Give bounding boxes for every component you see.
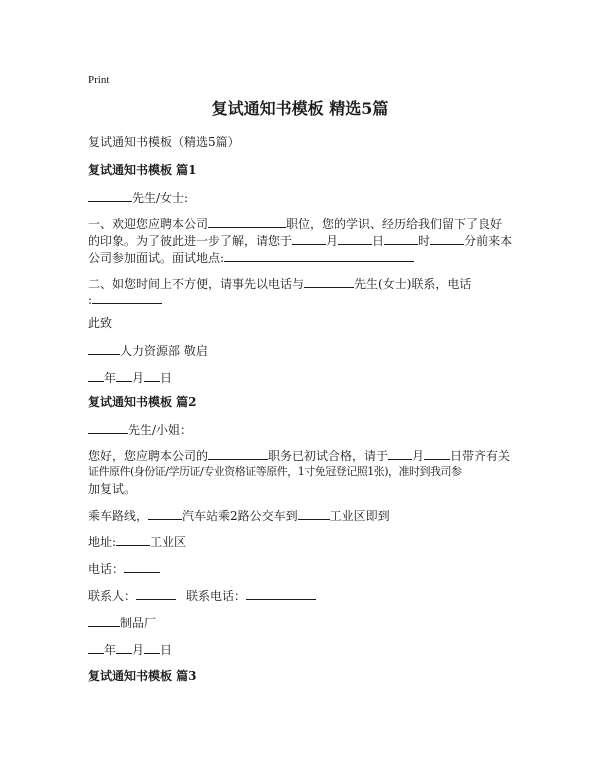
greeting-2	[88, 420, 192, 439]
district-blank	[298, 506, 330, 520]
text-span: 月	[412, 449, 425, 463]
text-span: 乘车路线，	[88, 509, 149, 523]
text-span: 时	[418, 234, 431, 248]
hour-blank	[384, 231, 418, 245]
contact-line	[88, 586, 316, 605]
paragraph-line	[88, 248, 414, 267]
phone-blank	[92, 290, 162, 304]
text-span: 一、欢迎您应聘本公司	[88, 217, 209, 231]
date-line-2	[88, 640, 172, 659]
minute-blank	[430, 231, 464, 245]
name-blank	[88, 420, 128, 434]
day-blank	[338, 231, 372, 245]
text-span: 您好，您应聘本公司的	[88, 449, 209, 463]
section-heading-1: 复试通知书模板 篇1	[88, 163, 197, 177]
text-span: 职位，您的学识、经历给我们留下了良好	[286, 217, 503, 231]
closing: 此致	[88, 316, 113, 330]
section-heading-2: 复试通知书模板 篇2	[88, 395, 197, 409]
year-blank	[88, 368, 104, 382]
paragraph-line: 证件原件(身份证/学历证/专业资格证等原件，1寸免冠登记照1张)，准时到我司参	[88, 465, 462, 478]
month-blank	[116, 368, 132, 382]
text-span: 分前来本	[464, 234, 513, 248]
month-blank	[292, 231, 326, 245]
text-span: 日	[160, 371, 173, 385]
text-span: 地址:	[88, 535, 117, 549]
text-span: 工业区	[150, 535, 187, 549]
position-blank	[208, 214, 286, 228]
year-blank	[88, 640, 104, 654]
section-heading-3: 复试通知书模板 篇3	[88, 669, 197, 683]
text-span: 日	[160, 643, 173, 657]
text-span: :	[88, 293, 93, 307]
text-span: 汽车站乘2路公交车到	[182, 509, 298, 523]
address-line	[88, 532, 186, 551]
month-blank	[116, 640, 132, 654]
text-span: 月	[326, 234, 339, 248]
route-line	[88, 506, 390, 525]
text-span: 工业区即到	[329, 509, 390, 523]
greeting-text: 先生/女士:	[132, 191, 189, 205]
company-line	[88, 613, 156, 632]
day-blank	[144, 368, 160, 382]
day-blank	[424, 446, 450, 460]
paragraph-line	[88, 290, 162, 309]
position-blank	[208, 446, 268, 460]
page-title: 复试通知书模板 精选5篇	[211, 99, 389, 118]
text-span: 电话：	[88, 562, 125, 576]
month-blank	[388, 446, 412, 460]
paragraph-line: 加复试。	[88, 482, 137, 496]
phone-line	[88, 559, 160, 578]
contact-name-blank	[304, 274, 354, 288]
location-blank	[224, 248, 414, 262]
text-span: 公司参加面试。面试地点:	[88, 251, 225, 265]
text-span: 年	[104, 371, 117, 385]
text-span: 联系人：	[88, 589, 137, 603]
station-blank	[148, 506, 182, 520]
signature	[88, 341, 208, 360]
text-span: 职务已初试合格，请于	[268, 449, 389, 463]
contact-blank	[136, 586, 176, 600]
text-span: 先生/小姐：	[128, 423, 193, 437]
phone-blank	[124, 559, 160, 573]
text-span: 人力资源部 敬启	[120, 344, 208, 358]
text-span: 二、如您时间上不方便，请事先以电话与	[88, 277, 305, 291]
text-span: 联系电话：	[186, 589, 247, 603]
text-span: 制品厂	[120, 616, 157, 630]
greeting-1	[88, 188, 188, 207]
name-blank	[88, 188, 132, 202]
text-span: 的印象。为了彼此进一步了解，请您于	[88, 234, 293, 248]
company-blank	[88, 613, 120, 627]
date-line-1	[88, 368, 172, 387]
text-span: 月	[132, 371, 145, 385]
company-blank	[88, 341, 120, 355]
day-blank	[144, 640, 160, 654]
subtitle: 复试通知书模板（精选5篇）	[88, 135, 240, 149]
text-span: 年	[104, 643, 117, 657]
contact-phone-blank	[246, 586, 316, 600]
address-blank	[116, 532, 150, 546]
text-span: 日	[372, 234, 385, 248]
text-span: 先生(女士)联系，电话	[354, 277, 472, 291]
print-link[interactable]: Print	[88, 74, 110, 86]
text-span: 月	[132, 643, 145, 657]
text-span: 日带齐有关	[450, 449, 511, 463]
